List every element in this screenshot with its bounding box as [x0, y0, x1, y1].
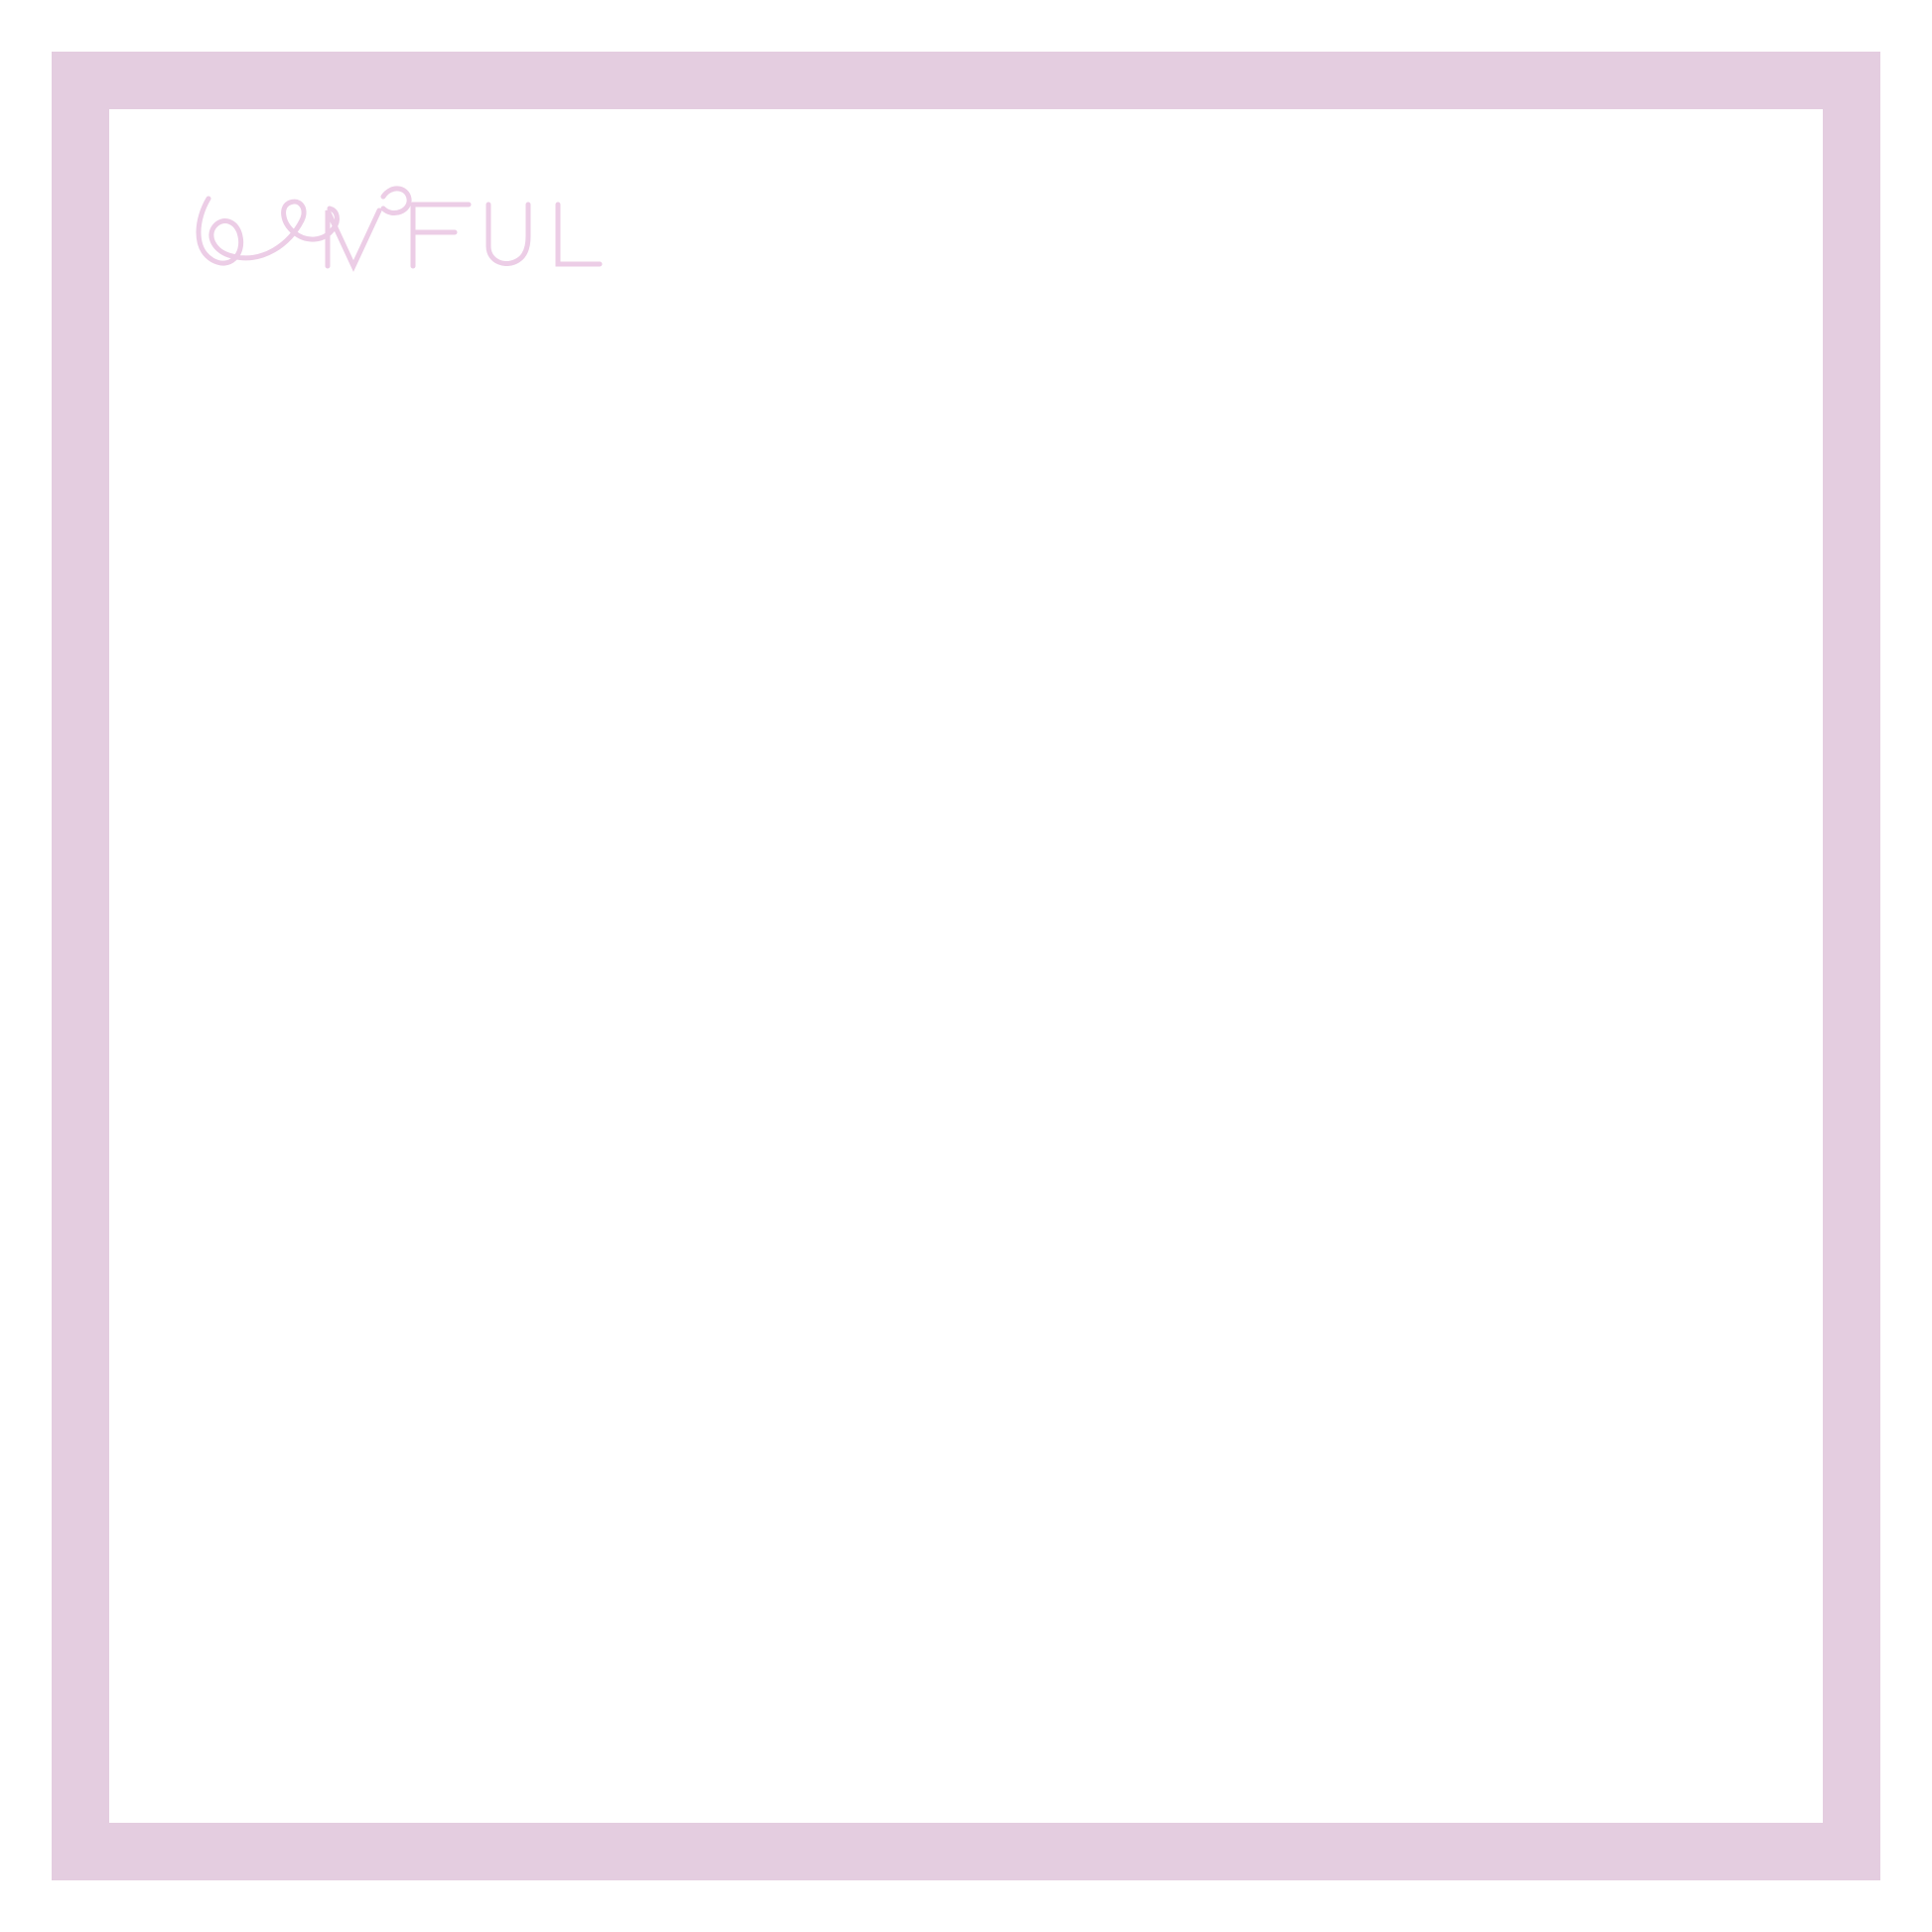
column-header-row: [157, 457, 1775, 556]
shape-rows: [157, 606, 1775, 1783]
poster-border: [52, 52, 1880, 1880]
lovful-script-logo: [179, 171, 606, 290]
poster-card: [109, 109, 1823, 1823]
header: [157, 149, 1775, 298]
